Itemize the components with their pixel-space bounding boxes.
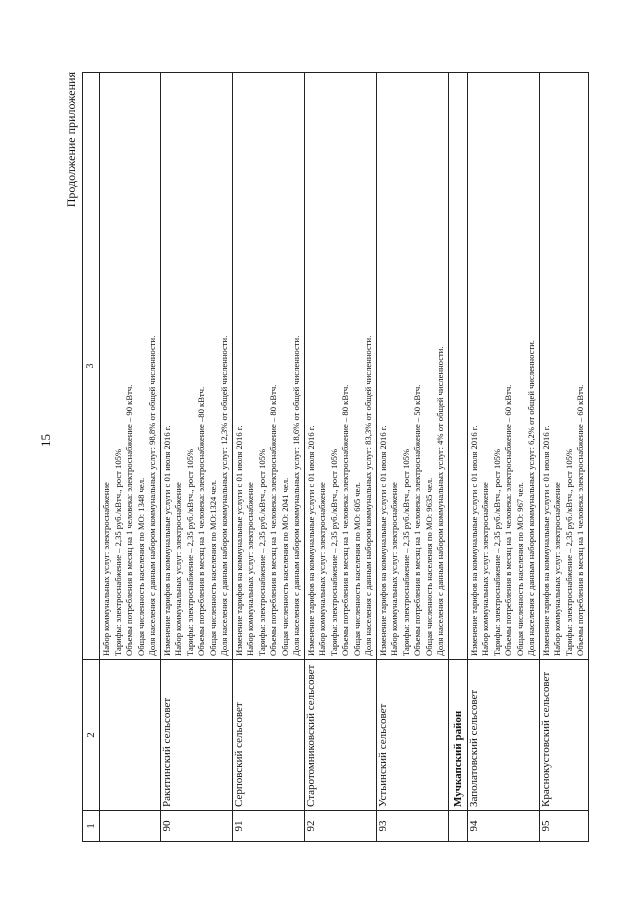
row-number: 93 (376, 811, 448, 842)
description-line: Изменение тарифов на коммунальные услуги с 01 июля 2016 г. (540, 425, 551, 656)
header-row (83, 73, 100, 842)
description-line: Изменение тарифов на коммунальные услуги с 01 июля 2016 г. (377, 425, 388, 656)
description-line: Изменение тарифов на коммунальные услуги с 01 июля 2016 г. (161, 425, 172, 656)
description-line: Набор коммунальных услуг: электроснабжение (480, 482, 490, 656)
table-row (100, 73, 161, 842)
description-line: Тарифы: электроснабжение – 2,35 руб./кВтч., рост 105% (328, 448, 339, 656)
district-name: Мучкапский район (448, 660, 467, 811)
description-line: Набор коммунальных услуг: электроснабжение (389, 482, 399, 656)
table-row (232, 73, 304, 842)
header-col-1: 1 (83, 811, 100, 842)
description-line: Изменение тарифов на коммунальные услуги с 01 июля 2016 г. (468, 425, 479, 656)
description-line: Общая численность населения по МО: 9635 чел. (423, 477, 434, 656)
description-line: Тарифы: электроснабжение – 2,35 руб./кВтч., рост 105% (491, 448, 502, 656)
header-col-2: 2 (83, 660, 100, 811)
description-line: Объемы потребления в месяц на 1 человека: электроснабжение – 80 кВтч. (340, 384, 350, 656)
description-line: Тарифы: электроснабжение – 2,35 руб./кВтч., рост 105% (563, 448, 574, 656)
tariff-description (304, 73, 376, 660)
municipality-name: Ракитинский сельсовет (160, 660, 232, 811)
description-line: Объемы потребления в месяц на 1 человека: электроснабжение –80 кВтч. (196, 386, 206, 656)
row-number: 91 (232, 811, 304, 842)
description-line: Набор коммунальных услуг: электроснабжение (552, 482, 562, 656)
municipality-name (100, 660, 161, 811)
row-number: 90 (160, 811, 232, 842)
description-line: Изменение тарифов на коммунальные услуги с 01 июля 2016 г. (305, 425, 316, 656)
description-line: Набор коммунальных услуг: электроснабжение (317, 482, 327, 656)
description-line: Доля населения с данным набором коммунальных услуг: 83,3% от общей численности. (363, 335, 373, 656)
description-line: Доля населения с данным набором коммунальных услуг: 6,2% от общей численности. (526, 340, 536, 656)
table-row (304, 73, 376, 842)
municipality-name: Устьинский сельсовет (376, 660, 448, 811)
description-line: Общая численность населения по МО: 605 чел. (351, 482, 362, 656)
description-line: Общая численность населения по МО:1324 чел. (207, 479, 218, 656)
description-line: Набор коммунальных услуг: электроснабжение (101, 482, 111, 656)
tariff-description (376, 73, 448, 660)
description-line: Доля населения с данным набором коммунальных услуг: 98,8% от общей численности. (147, 335, 157, 656)
row-number: 92 (304, 811, 376, 842)
municipality-name: Заполатовский сельсовет (467, 660, 539, 811)
tariff-description (160, 73, 232, 660)
description-line: Изменение тарифов на коммунальные услуги с 01 июля 2016 г. (233, 425, 244, 656)
district-num-cell (448, 811, 467, 842)
data-table (82, 72, 589, 842)
municipality-name: Старотомниковский сельсовет (304, 660, 376, 811)
table-row (160, 73, 232, 842)
row-number: 95 (539, 811, 588, 842)
district-row (448, 73, 467, 842)
row-number (100, 811, 161, 842)
municipality-name: Краснокустовский сельсовет (539, 660, 588, 811)
description-line: Тарифы: электроснабжение – 2,35 руб./кВтч., рост 105% (400, 448, 411, 656)
row-number: 94 (467, 811, 539, 842)
description-line: Набор коммунальных услуг: электроснабжение (173, 482, 183, 656)
table-row (539, 73, 588, 842)
tariff-description (100, 73, 161, 660)
tariff-description (539, 73, 588, 660)
continuation-label: Продолжение приложения (64, 72, 78, 208)
district-desc-cell (448, 73, 467, 660)
municipality-name: Серповский сельсовет (232, 660, 304, 811)
description-line: Общая численность населения по МО: 1348 чел. (135, 477, 146, 656)
table-row (467, 73, 539, 842)
tariff-description (232, 73, 304, 660)
description-line: Тарифы: электроснабжение – 2,35 руб./кВтч., рост 105% (112, 448, 123, 656)
page-number: 15 (38, 434, 53, 447)
description-line: Общая численность населения по МО: 2041 чел. (279, 477, 290, 656)
description-line: Общая численность населения по МО: 967 чел. (514, 482, 525, 656)
description-line: Доля населения с данным набором коммунальных услуг: 12,3% от общей численности. (219, 335, 229, 656)
description-line: Объемы потребления в месяц на 1 человека: электроснабжение – 60 кВтч. (575, 384, 585, 656)
description-line: Объемы потребления в месяц на 1 человека: электроснабжение – 80 кВтч. (268, 384, 278, 656)
description-line: Тарифы: электроснабжение – 2,35 руб./кВтч., рост 105% (256, 448, 267, 656)
table-sheet (60, 72, 595, 842)
description-line: Доля населения с данным набором коммунальных услуг: 18,6% от общей численности. (291, 335, 301, 656)
table-body (100, 73, 589, 842)
description-line: Доля населения с данным набором коммунальных услуг: 4% от общей численности. (435, 346, 445, 656)
header-col-3: 3 (83, 73, 100, 660)
description-line: Тарифы: электроснабжение – 2,35 руб./кВтч., рост 105% (184, 448, 195, 656)
description-line: Набор коммунальных услуг: электроснабжение (245, 482, 255, 656)
description-line: Объемы потребления в месяц на 1 человека: электроснабжение – 50 кВтч. (412, 384, 422, 656)
description-line: Объемы потребления в месяц на 1 человека: электроснабжение – 60 кВтч. (503, 384, 513, 656)
description-line: Объемы потребления в месяц на 1 человека: электроснабжение – 90 кВтч. (124, 384, 134, 656)
table-row (376, 73, 448, 842)
tariff-description (467, 73, 539, 660)
